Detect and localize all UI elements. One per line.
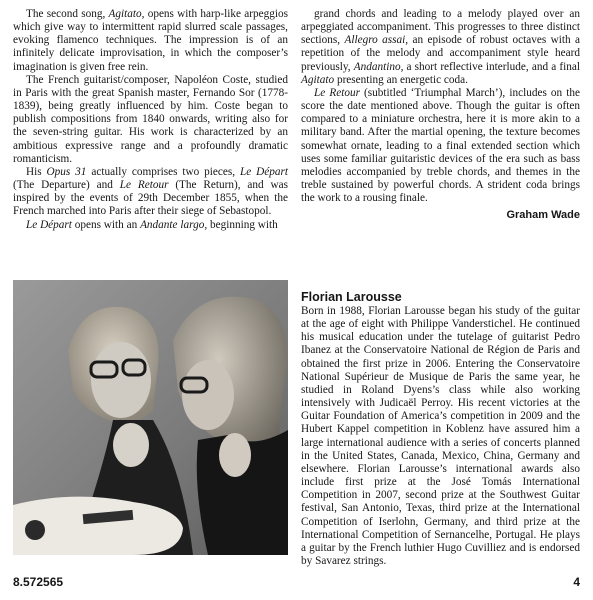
- artist-photo-image: [13, 280, 288, 555]
- italic-text: Agitato: [301, 73, 335, 86]
- catalog-number: 8.572565: [13, 575, 64, 589]
- paragraph: grand chords and leading to a melody played over an arpeggiated accompaniment. This progresses to three distinct sections, Allegro assai, an episode of robust octaves with a repetition of the melody and accompaniment style heard previously, Andantino, a short reflective interlude, and a final Agitato presenting an energetic coda.: [301, 8, 580, 86]
- artist-photo: [13, 280, 288, 555]
- biography-text: Born in 1988, Florian Larousse began his study of the guitar at the age of eight with Philippe Vanderstichel. He continued his musical education under the tutelage of guitarist Pedro Ibanez at the Conservatoire National de Région de Paris and obtained the first prize in 2006. Entering the Conservatoire National Supérieur de Musique de Paris the same year, he studied in Roland Dyens’s class while also working intensively with Judicaël Perroy. His recent victories at the Guitar Foundation of America’s competition in 2009 and the Hubert Kappel competition in Koblenz have assured him a large international audience with a series of concerts planned in the United States, Canada, Mexico, China, Germany and elsewhere. Florian Larousse’s international awards also include first prize at the José Tomás International Competition in 2007, second prize at the Southwest Guitar festival, San Antonio, Texas, third prize at the International Competition of Iserlohn, Germany, and third prize at the International Competition of Sernancelhe, Portugal. He plays a guitar by the French luthier Hugo Cuvilliez and is endorsed by Savarez strings.: [301, 305, 580, 567]
- paragraph: Le Retour (subtitled ‘Triumphal March’), includes on the score the date mentioned above. Though the guitar is often compared to a miniature orchestra, here it is more akin to a military band. After the martial opening, the texture becomes somewhat ornate, leading to a final extended section which uses some familiar guitaristic devices of the era such as bass melodies accompanied by treble chords, and themes in the treble sustained by powerful chords. A strident coda brings the work to a rousing finale.: [301, 86, 580, 205]
- page-number: 4: [573, 575, 580, 589]
- italic-text: Le Retour: [119, 179, 169, 192]
- paragraph: His Opus 31 actually comprises two pieces, Le Départ (The Departure) and Le Retour (The Return), and was inspired by the events of 29th December 1855, when the French marched into Paris after their siege of Sebastopol.: [13, 165, 289, 218]
- italic-text: Le Départ: [239, 165, 288, 178]
- biography-column: [301, 290, 580, 568]
- paragraph: Le Départ opens with an Andante largo, beginning with: [26, 218, 278, 231]
- italic-text: Le Départ: [26, 218, 72, 231]
- paragraph: The second song, Agitato, opens with harp-like arpeggios which give way to intermittent rapid slurred scale passages, evoking flamenco techniques. The impression is of an infinitely delicate improvisation, in which the composer’s imagination is given free rein.: [13, 8, 288, 73]
- paragraph: The French guitarist/composer, Napoléon Coste, studied in Paris with the great Spanish master, Fernando Sor (1778-1839), being greatly influenced by him. Coste began to publish compositions from 1840 onwards, writing also for the seven-string guitar. His work is characterized by an ambitious expressive range and a profoundly dramatic romanticism.: [13, 73, 288, 165]
- left-text-column: [13, 8, 288, 232]
- italic-text: Opus 31: [46, 165, 87, 178]
- italic-text: Allegro assai,: [344, 34, 409, 47]
- biography-title: Florian Larousse: [301, 290, 402, 304]
- right-top-text-column: [301, 8, 580, 223]
- author-name: Graham Wade: [506, 209, 580, 222]
- italic-text: Le Retour: [314, 86, 360, 99]
- italic-text: Andante largo,: [140, 218, 208, 231]
- italic-text: Agitato,: [108, 8, 145, 20]
- italic-text: Andantino,: [353, 60, 404, 73]
